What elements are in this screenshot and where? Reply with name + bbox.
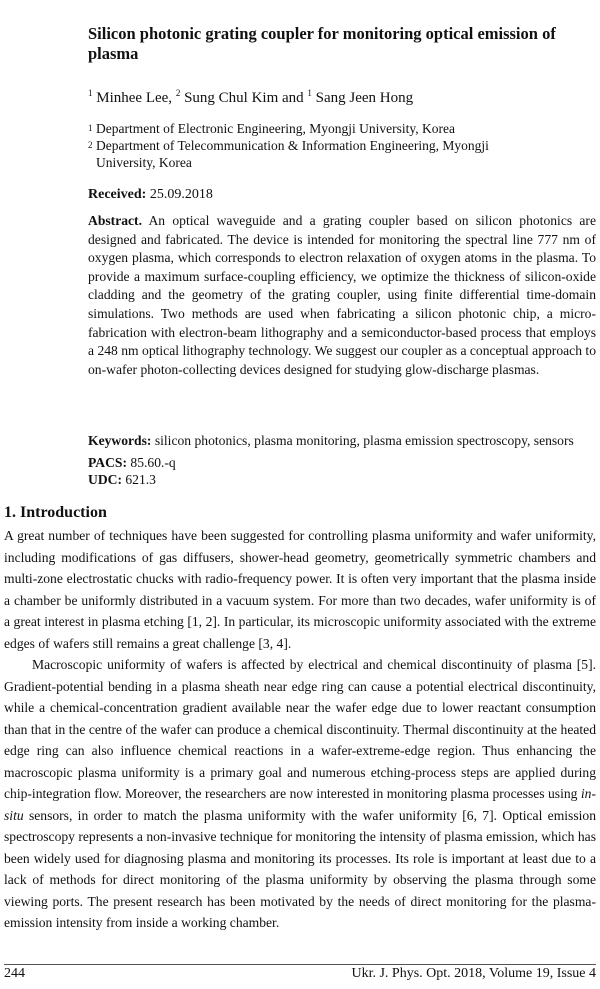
journal-citation: Ukr. J. Phys. Opt. 2018, Volume 19, Issue 4	[351, 966, 596, 981]
keywords-label: Keywords:	[88, 433, 152, 448]
paragraph	[4, 654, 596, 934]
page-number: 244	[4, 966, 25, 981]
udc-label: UDC:	[88, 472, 122, 487]
received-value: 25.09.2018	[146, 187, 213, 202]
keywords	[88, 432, 596, 451]
author-list	[88, 83, 588, 108]
affiliation-item	[88, 137, 548, 171]
affiliation-text: Department of Telecommunication & Information Engineering, Myongji University, Korea	[96, 138, 489, 170]
keywords-text: silicon photonics, plasma monitoring, plasma emission spectroscopy, sensors	[151, 433, 574, 448]
paragraph-text: sensors, in order to match the plasma uniformity with the wafer uniformity [6, 7]. Optical emission spectroscopy represents a non-invasive technique for monitoring the intensity of plasma emission, which has been widely used for diagnosing plasma and monitoring its processes. Its role is important at least due to a lack of methods for direct monitoring of the plasma uniformity by observing the plasma through some viewing ports. The present research has been motivated by the needs of direct monitoring for the plasma-emission intensity from inside a working chamber.	[4, 807, 596, 930]
pacs-code	[88, 455, 176, 471]
pacs-value: 85.60.-q	[127, 455, 176, 470]
paragraph-text: Macroscopic uniformity of wafers is affected by electrical and chemical discontinuity of plasma [5]. Gradient-potential bending in a plasma sheath near edge ring can cause a potential electrical discontinuity, while a chemical-concentration gradient available near the wafer edge due to lower reactant consumption than that in the centre of the wafer can produce a chemical discontinuity. Thermal discontinuity at the heated edge ring can also influence chemical reactions in a wafer-extreme-edge region. Thus enhancing the macroscopic plasma uniformity is a primary goal and numerous etching-process steps are applied during chip-integration flow. Moreover, the researchers are now interested in monitoring plasma processes using	[4, 657, 596, 801]
udc-value: 621.3	[121, 472, 156, 487]
abstract-text: An optical waveguide and a grating coupler based on silicon photonics are designed and fabricated. The device is intended for monitoring the spectral line 777 nm of oxygen plasma, which corresponds to electron relaxation of oxygen atoms in the plasma. To provide a maximum surface-coupling efficiency, we optimize the thickness of silicon-oxide cladding and the geometry of the grating coupler, using finite differential time-domain simulations. Two methods are used when fabricating a silicon photonic chip, a micro-fabrication with electron-beam lithography and a semiconductor-based process that employs a 248 nm optical lithography technology. We suggest our coupler as a conceptual approach to on-wafer photon-collecting devices designed for studying glow-discharge plasmas.	[88, 213, 596, 377]
received-label: Received:	[88, 187, 147, 202]
abstract	[88, 212, 596, 379]
section-heading: 1. Introduction	[4, 504, 107, 521]
abstract-label: Abstract.	[88, 213, 142, 228]
author-name: Sung Chul Kim and	[184, 90, 308, 106]
body-text	[4, 525, 596, 934]
author-affil-mark: 1	[307, 88, 312, 98]
affiliation-number: 1	[88, 123, 93, 133]
author-affil-mark: 1	[88, 88, 93, 98]
paragraph: A great number of techniques have been suggested for controlling plasma uniformity and wafer uniformity, including modifications of gas diffusers, shower-head geometry, geometrically symmetric chambers and multi-zone electrostatic chucks with radio-frequency power. It is often very important that the plasma inside a chamber be uniformly distributed in a vacuum system. For more than two decades, wafer uniformity is of a great interest in plasma etching [1, 2]. In particular, its microscopic uniformity associated with the extreme edges of wafers still remains a great challenge [3, 4].	[4, 528, 596, 651]
received-date	[88, 187, 213, 203]
affiliation-number: 2	[88, 140, 93, 150]
udc-code	[88, 472, 156, 488]
affiliation-list	[88, 120, 548, 171]
article-title: Silicon photonic grating coupler for monitoring optical emission of plasma	[88, 24, 556, 63]
affiliation-text: Department of Electronic Engineering, Myongji University, Korea	[96, 121, 456, 136]
author-name: Minhee Lee,	[96, 90, 176, 106]
paragraph-italic: in-situ	[4, 786, 596, 823]
pacs-label: PACS:	[88, 455, 128, 470]
footer-divider	[4, 964, 596, 965]
affiliation-item	[88, 120, 548, 137]
author-name: Sang Jeen Hong	[315, 90, 414, 106]
author-affil-mark: 2	[175, 88, 181, 98]
